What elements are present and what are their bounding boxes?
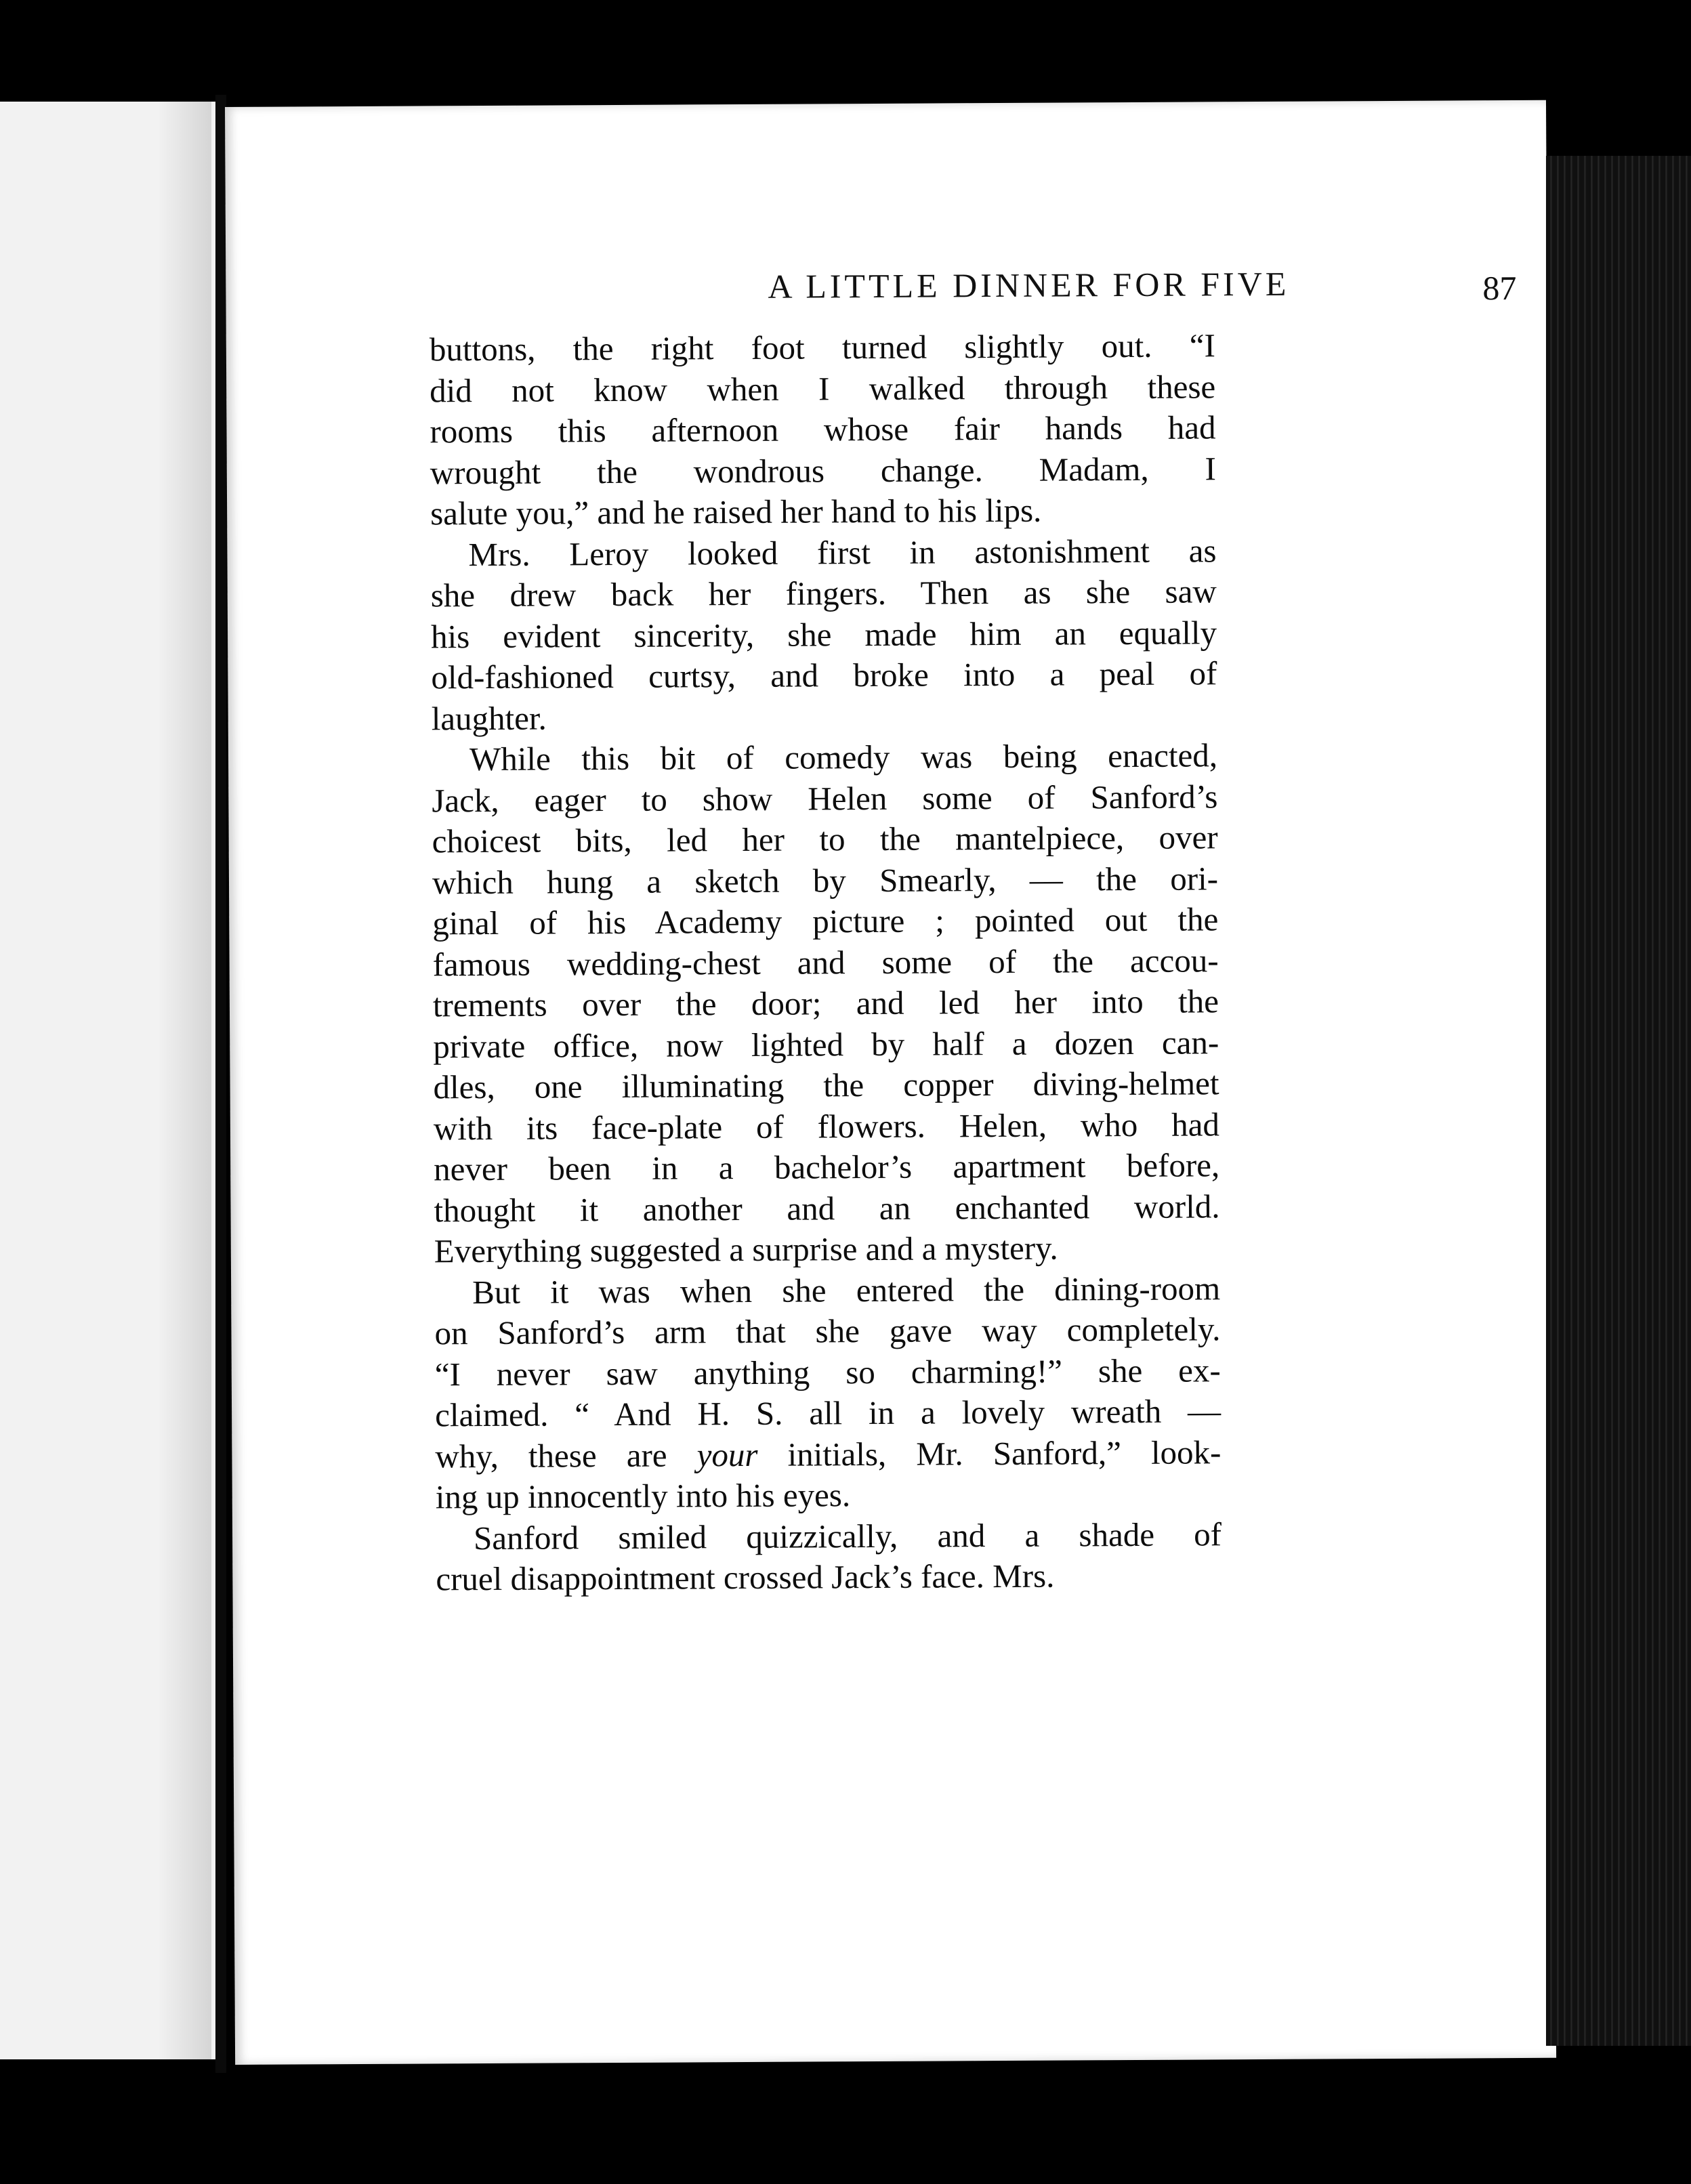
text-line: ing up innocently into his eyes.	[435, 1476, 851, 1516]
text-line: did not know when I walked through these	[430, 367, 1216, 409]
book-page	[225, 100, 1556, 2065]
paragraph	[430, 325, 1217, 534]
paragraph	[432, 735, 1220, 1272]
text-line: never been in a bachelor’s apartment before,	[434, 1146, 1220, 1188]
text-line: “I never saw anything so charming!” she ex-	[434, 1351, 1221, 1393]
text-line: But it was when she entered the dining-room	[472, 1269, 1221, 1311]
running-head	[544, 263, 1517, 308]
text-line: buttons, the right foot turned slightly out. “I	[429, 327, 1216, 369]
text-line: wrought the wondrous change. Madam, I	[430, 449, 1216, 491]
text-line: Jack, eager to show Helen some of Sanford’s	[432, 777, 1218, 819]
text-line: thought it another and an enchanted world.	[434, 1187, 1220, 1229]
text-line: with its face-plate of flowers. Helen, who had	[433, 1105, 1220, 1147]
text-line: laughter.	[431, 699, 547, 737]
text-line: she drew back her fingers. Then as she saw	[430, 572, 1217, 614]
text-line: Everything suggested a surprise and a mystery.	[434, 1229, 1058, 1270]
text-line: cruel disappointment crossed Jack’s face. Mrs.	[436, 1557, 1055, 1598]
left-page-shadow	[157, 102, 211, 2059]
text-line: Sanford smiled quizzically, and a shade of	[473, 1515, 1222, 1557]
running-head-title: A LITTLE DINNER FOR FIVE	[768, 264, 1290, 306]
paragraph	[436, 1514, 1222, 1600]
text-line: which hung a sketch by Smearly, — the ori-	[432, 859, 1219, 901]
page-number: 87	[1482, 269, 1517, 308]
text-line: ginal of his Academy picture ; pointed out the	[432, 900, 1219, 942]
text-line: private office, now lighted by half a dozen can-	[433, 1023, 1219, 1065]
text-line: Mrs. Leroy looked first in astonishment as	[468, 531, 1217, 573]
text-line: famous wedding-chest and some of the accou-	[432, 941, 1219, 983]
text-line: While this bit of comedy was being enacted,	[469, 736, 1218, 778]
text-line: trements over the door; and led her into the	[432, 982, 1219, 1024]
text-line: on Sanford’s arm that she gave way completely.	[434, 1310, 1221, 1352]
body-text	[430, 325, 1222, 1600]
text-line: his evident sincerity, she made him an equally	[430, 613, 1217, 655]
text-line: rooms this afternoon whose fair hands had	[430, 408, 1216, 450]
text-line: why, these are your initials, Mr. Sanford,” look-	[435, 1433, 1222, 1475]
text-line: salute you,” and he raised her hand to his lips.	[430, 491, 1042, 532]
text-line: old-fashioned curtsy, and broke into a peal of	[431, 654, 1217, 696]
book-gutter	[215, 95, 226, 2073]
paragraph	[430, 530, 1217, 740]
text-line: dles, one illuminating the copper diving-helmet	[433, 1064, 1219, 1106]
paragraph	[434, 1268, 1222, 1518]
text-line: choicest bits, led her to the mantelpiece, over	[432, 818, 1218, 860]
page-edges	[1546, 156, 1691, 2046]
text-line: claimed. “ And H. S. all in a lovely wreath —	[434, 1392, 1222, 1434]
